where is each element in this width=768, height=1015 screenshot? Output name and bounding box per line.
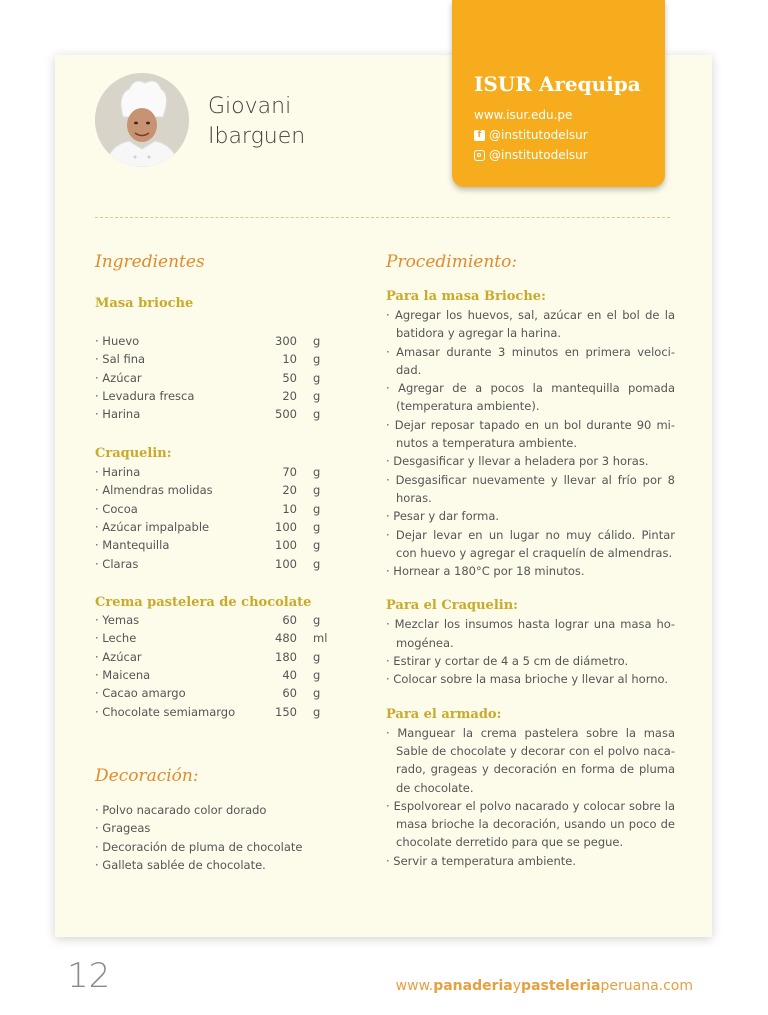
ingredient-unit: ml (313, 631, 328, 646)
ingredient-name: · Azúcar (95, 370, 142, 385)
ingredient-qty: 70 (282, 465, 297, 479)
ingredient-row (95, 631, 335, 649)
page-number: 12 (67, 956, 111, 996)
ingredient-row (95, 520, 335, 538)
ingredient-qty: 20 (282, 483, 297, 498)
decoracion-item: · Galleta sablée de chocolate. (95, 857, 266, 872)
ingredientes-heading: Ingredientes (95, 252, 205, 272)
ingredient-row (95, 705, 335, 723)
ingredient-unit: g (313, 704, 321, 719)
ingredient-row (95, 686, 335, 704)
chef-avatar (95, 73, 189, 167)
ingredient-unit: g (313, 501, 321, 516)
ingredient-row (95, 502, 335, 520)
badge-facebook[interactable] (474, 128, 588, 142)
site-bold2: pasteleria (521, 978, 601, 994)
proc-step: · Servir a temperatura ambiente. (386, 853, 577, 868)
ingredient-unit: g (313, 407, 321, 422)
ingredient-unit: g (313, 388, 321, 403)
ingredient-unit: g (313, 613, 321, 627)
proc-step: · Colocar sobre la masa brioche y llevar al horno. (386, 672, 669, 687)
ingredient-name: · Yemas (95, 613, 140, 627)
ingredient-row (95, 389, 335, 407)
proc-step: · Desgasificar nuevamente y llevar al frío por 8 horas. (386, 472, 675, 505)
proc-step: · Agregar de a pocos la mantequilla pomada (temperatura ambiente). (386, 381, 675, 414)
instagram-handle: @institutodelsur (489, 148, 588, 162)
decoracion-item: · Grageas (95, 821, 151, 836)
ingredient-unit: g (313, 370, 321, 385)
ingredient-qty: 60 (282, 686, 297, 701)
proc-step: · Dejar reposar tapado en un bol durante 90 minutos a temperatura ambiente. (386, 417, 675, 451)
proc-step: · Espolvorear el polvo nacarado y colocar sobre la masa brioche la decoración, usando un poco de chocolate derretido para que se pegue. (386, 798, 675, 850)
proc-step: · Mezclar los insumos hasta lograr una masa homogénea. (386, 617, 675, 650)
ingredient-row (95, 483, 335, 501)
ingredient-row (95, 613, 335, 631)
ingredient-qty: 10 (282, 352, 297, 367)
badge-website[interactable] (474, 108, 572, 122)
author-last: Ibarguen (208, 124, 306, 149)
ingredient-name: · Harina (95, 465, 141, 479)
procedimiento-heading: Procedimiento: (386, 252, 518, 272)
ingredient-qty: 180 (275, 649, 297, 664)
facebook-icon: f (474, 130, 485, 141)
ingredient-name: · Azúcar impalpable (95, 519, 210, 534)
ingredient-unit: g (313, 556, 321, 571)
proc-step: · Dejar levar en un lugar no muy cálido. Pintar con huevo y agregar el craquelín de almendras. (386, 527, 675, 560)
proc-section-title: Para la masa Brioche: (386, 289, 546, 304)
instagram-icon (474, 150, 485, 161)
proc-step: · Hornear a 180°C por 18 minutos. (386, 564, 585, 579)
ingredient-qty: 150 (275, 704, 297, 719)
footer-website[interactable] (396, 978, 693, 994)
facebook-handle: @institutodelsur (489, 128, 588, 142)
decoracion-item: · Decoración de pluma de chocolate (95, 839, 303, 854)
proc-step: · Manguear la crema pastelera sobre la masa Sable de chocolate y decorar con el polvo nacarado, grageas y decoración en forma de pluma de chocolate. (386, 725, 675, 795)
ingredient-unit: g (313, 352, 321, 367)
divider (95, 217, 670, 218)
ingredient-row (95, 352, 335, 370)
ingredient-row (95, 668, 335, 686)
crema-title: Crema pastelera de chocolate (95, 595, 312, 610)
author-first: Giovani (208, 94, 292, 119)
ingredient-unit: g (313, 519, 321, 534)
ingredient-name: · Sal fina (95, 352, 146, 367)
ingredient-qty: 100 (275, 538, 297, 553)
decoracion-heading: Decoración: (95, 766, 199, 786)
ingredient-unit: g (313, 465, 321, 479)
site-bold1: panaderia (433, 978, 513, 994)
ingredient-name: · Chocolate semiamargo (95, 704, 236, 719)
ingredient-qty: 500 (275, 407, 297, 422)
craquelin-title: Craquelin: (95, 446, 172, 461)
proc-step: · Amasar durante 3 minutos en primera velocidad. (386, 344, 675, 377)
proc-step: · Desgasificar y llevar a heladera por 3 horas. (386, 454, 649, 469)
ingredient-row (95, 650, 335, 668)
ingredient-qty: 100 (275, 556, 297, 571)
ingredient-unit: g (313, 334, 321, 348)
ingredient-unit: g (313, 538, 321, 553)
ingredient-name: · Harina (95, 407, 141, 422)
proc-step: · Pesar y dar forma. (386, 509, 500, 524)
ingredient-qty: 40 (282, 667, 297, 682)
ingredient-name: · Claras (95, 556, 139, 571)
ingredient-name: · Azúcar (95, 649, 142, 664)
site-mid: y (512, 978, 522, 994)
ingredient-qty: 300 (275, 334, 297, 348)
ingredient-unit: g (313, 686, 321, 701)
ingredient-qty: 10 (282, 501, 297, 516)
procedimiento-body (386, 288, 675, 870)
ingredient-qty: 480 (275, 631, 297, 646)
ingredient-name: · Maicena (95, 667, 151, 682)
ingredient-row (95, 371, 335, 389)
badge-instagram[interactable] (474, 148, 588, 162)
ingredient-row (95, 538, 335, 556)
ingredient-qty: 50 (282, 370, 297, 385)
ingredient-unit: g (313, 649, 321, 664)
ingredient-row (95, 557, 335, 575)
ingredient-unit: g (313, 667, 321, 682)
ingredient-row (95, 407, 335, 425)
ingredient-qty: 100 (275, 519, 297, 534)
proc-section-title: Para el Craquelin: (386, 598, 518, 614)
ingredient-name: · Huevo (95, 334, 140, 348)
ingredient-unit: g (313, 483, 321, 498)
ingredient-qty: 60 (282, 613, 297, 627)
proc-section-title: Para el armado: (386, 706, 502, 722)
isur-badge (452, 0, 665, 187)
proc-step: · Agregar los huevos, sal, azúcar en el bol de la batidora y agregar la harina. (386, 308, 675, 341)
author-name (208, 92, 305, 152)
ingredient-name: · Cocoa (95, 501, 138, 516)
ingredient-name: · Almendras molidas (95, 483, 213, 498)
ingredient-name: · Leche (95, 631, 137, 646)
ingredient-name: · Mantequilla (95, 538, 170, 553)
ingredient-row (95, 465, 335, 483)
masa-title: Masa brioche (95, 296, 194, 311)
site-suffix: peruana.com (600, 978, 693, 994)
proc-step: · Estirar y cortar de 4 a 5 cm de diámetro. (386, 654, 629, 669)
ingredient-name: · Cacao amargo (95, 686, 186, 701)
site-prefix: www. (395, 978, 434, 994)
badge-title: ISUR Arequipa (474, 72, 641, 96)
decoracion-item: · Polvo nacarado color dorado (95, 803, 267, 817)
website-text: www.isur.edu.pe (474, 108, 573, 122)
ingredient-name: · Levadura fresca (95, 388, 195, 403)
ingredient-qty: 20 (282, 388, 297, 403)
ingredient-row (95, 334, 335, 352)
